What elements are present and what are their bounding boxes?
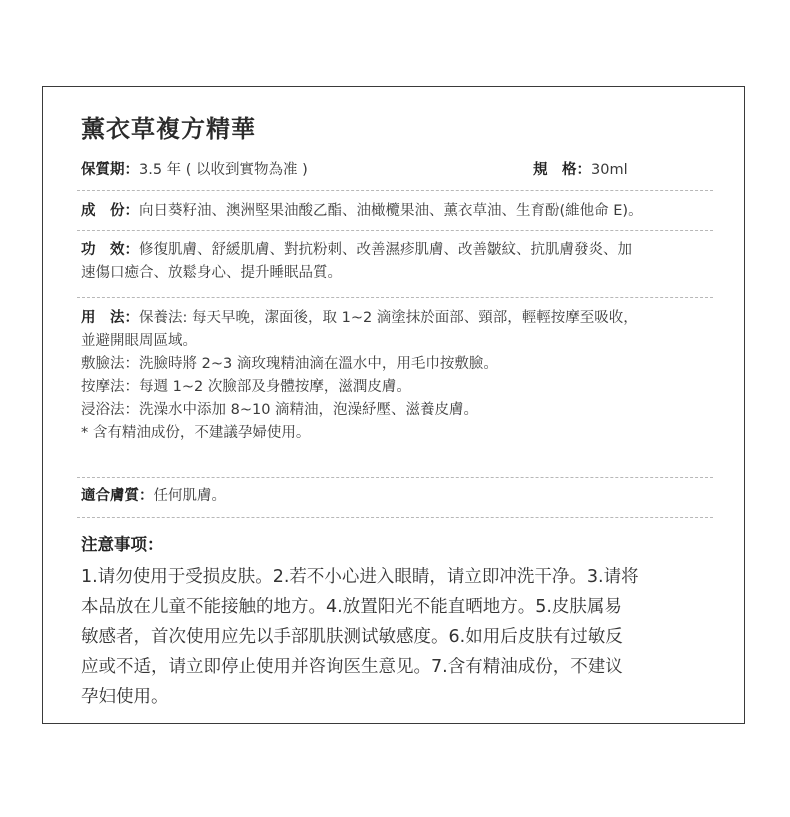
product-title: 薰衣草複方精華: [81, 115, 256, 143]
ingredients-row: [81, 200, 709, 223]
notice-line: 应或不适，请立即停止使用并咨询医生意见。7.含有精油成份，不建议: [81, 657, 623, 677]
divider: [77, 477, 713, 478]
skin-type-row: [81, 485, 709, 508]
notice-body: [81, 562, 713, 712]
usage-label: 用 法：: [81, 310, 139, 326]
notice-line: 敏感者，首次使用应先以手部肌肤测试敏感度。6.如用后皮肤有过敏反: [81, 627, 623, 647]
skin-type-value: 任何肌膚。: [153, 488, 226, 504]
notice-heading: 注意事项：: [81, 535, 164, 554]
shelf-life-value: 3.5 年 ( 以收到實物為准 ): [139, 162, 308, 178]
usage-section: [81, 307, 709, 445]
usage-line: 按摩法：每週 1~2 次臉部及身體按摩，滋潤皮膚。: [81, 379, 411, 395]
spec-value: 30ml: [591, 162, 628, 178]
shelf-life-row: [81, 159, 709, 182]
usage-line: 保養法: 每天早晚，潔面後，取 1~2 滴塗抹於面部、頸部，輕輕按摩至吸收，: [139, 310, 638, 326]
ingredients-value: 向日葵籽油、澳洲堅果油酸乙酯、油橄欖果油、薰衣草油、生育酚(維他命 E)。: [139, 203, 643, 219]
usage-note: * 含有精油成份，不建議孕婦使用。: [81, 425, 311, 441]
shelf-life-label: 保質期：: [81, 162, 139, 178]
usage-line: 並避開眼周區域。: [81, 333, 197, 349]
effects-label: 功 效：: [81, 242, 139, 258]
skin-type-label: 適合膚質：: [81, 488, 154, 504]
spec-label: 規 格：: [533, 162, 591, 178]
divider: [77, 230, 713, 231]
usage-line: 浸浴法：洗澡水中添加 8~10 滴精油，泡澡紓壓、滋養皮膚。: [81, 402, 479, 418]
notice-line: 1.请勿使用于受损皮肤。2.若不小心进入眼睛，请立即冲洗干净。3.请将: [81, 567, 639, 587]
effects-line: 速傷口癒合、放鬆身心、提升睡眠品質。: [81, 265, 342, 281]
ingredients-label: 成 份：: [81, 203, 139, 219]
divider: [77, 190, 713, 191]
notice-line: 本品放在儿童不能接触的地方。4.放置阳光不能直晒地方。5.皮肤属易: [81, 597, 622, 617]
notice-line: 孕妇使用。: [81, 687, 169, 707]
effects-section: [81, 239, 709, 285]
product-info-card: [42, 86, 745, 724]
divider: [77, 297, 713, 298]
spec-field: [533, 159, 628, 182]
effects-line: 修復肌膚、舒緩肌膚、對抗粉刺、改善濕疹肌膚、改善皺紋、抗肌膚發炎、加: [139, 242, 632, 258]
divider: [77, 517, 713, 518]
usage-line: 敷臉法：洗臉時將 2~3 滴玫瑰精油滴在溫水中，用毛巾按敷臉。: [81, 356, 498, 372]
